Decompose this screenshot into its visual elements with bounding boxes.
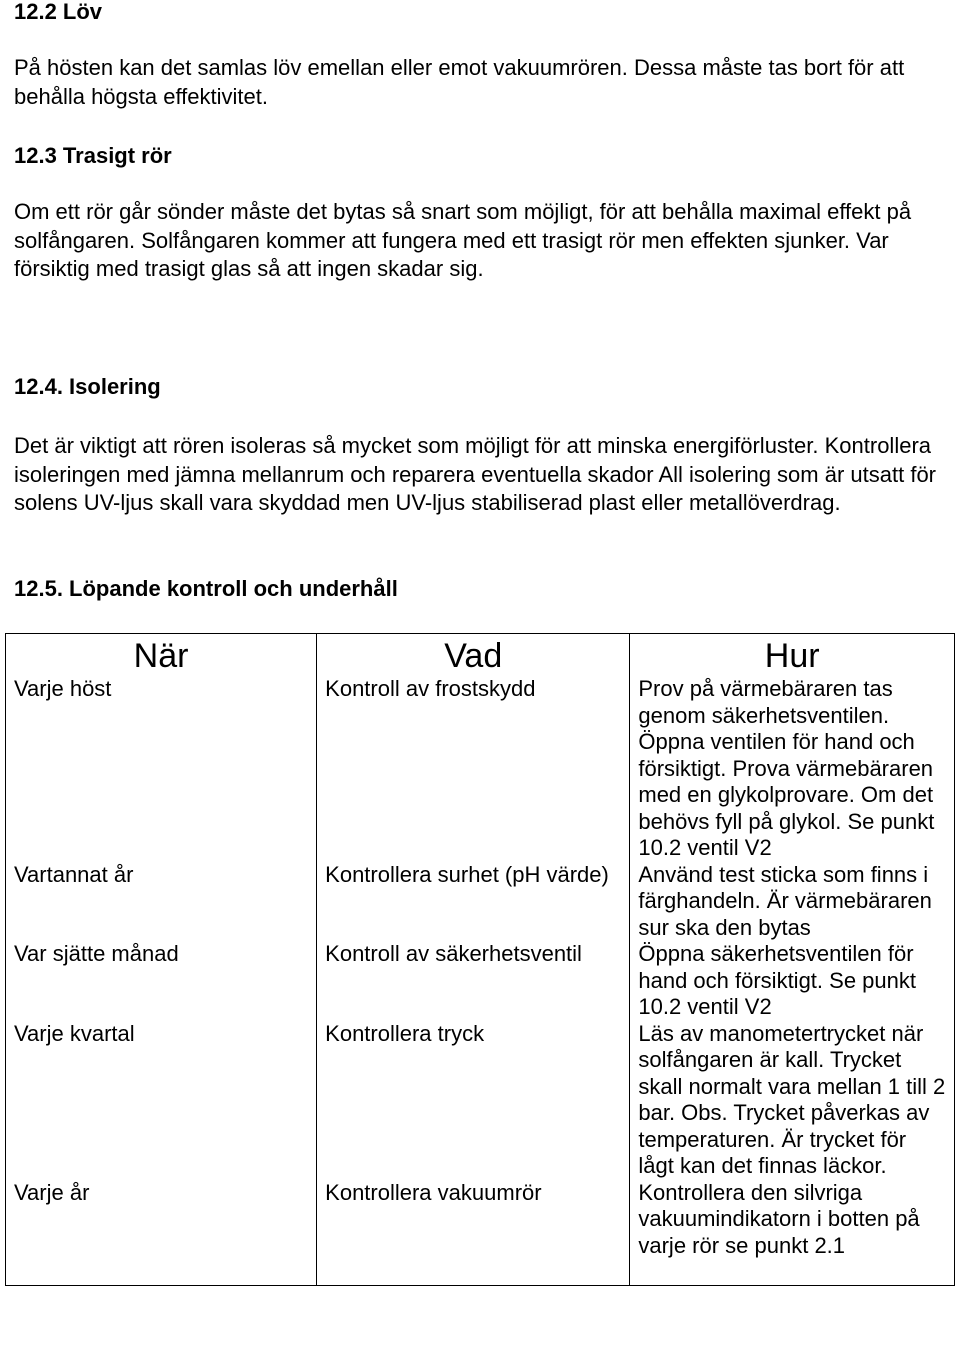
section-12-4-paragraph: Det är viktigt att rören isoleras så mycket som möjligt för att minska energiförluster. Kontrollera isoleringen med jämna mellanrum och reparera eventuella skador All isolering som är utsatt för solens UV-ljus skall vara skyddad men UV-ljus stabiliserad plast eller metallöverdrag. (14, 433, 937, 515)
table-row (6, 941, 955, 1021)
table-row (6, 862, 955, 942)
section-12-3-paragraph: Om ett rör går sönder måste det bytas så snart som möjligt, för att behålla maximal effekt på solfångaren. Solfångaren kommer att fungera med ett trasigt rör men effekten sjunker. Var försiktig med trasigt glas så att ingen skadar sig. (14, 199, 912, 281)
cell-hur: Öppna säkerhetsventilen för hand och försiktigt. Se punkt 10.2 ventil V2 (630, 941, 955, 1021)
section-12-2-heading: 12.2 Löv (14, 0, 103, 24)
table-header-row (6, 634, 955, 677)
section-12-3-heading: 12.3 Trasigt rör (14, 143, 172, 168)
column-header-vad: Vad (317, 634, 630, 677)
cell-nar: Varje höst (6, 676, 317, 862)
cell-nar: Vartannat år (6, 862, 317, 942)
column-header-nar: När (6, 634, 317, 677)
section-12-5-heading: 12.5. Löpande kontroll och underhåll (14, 576, 398, 601)
cell-hur: Kontrollera den silvriga vakuumindikatorn i botten på varje rör se punkt 2.1 (630, 1180, 955, 1260)
maintenance-table (5, 633, 955, 1286)
table-row (6, 1180, 955, 1260)
cell-hur: Använd test sticka som finns i färghandeln. Är värmebäraren sur ska den bytas (630, 862, 955, 942)
table-spacer-row (6, 1259, 955, 1286)
table-row (6, 676, 955, 862)
cell-nar: Var sjätte månad (6, 941, 317, 1021)
cell-hur: Läs av manometertrycket när solfångaren är kall. Trycket skall normalt vara mellan 1 till 2 bar. Obs. Trycket påverkas av temperaturen. Är trycket för lågt kan det finnas läckor. (630, 1021, 955, 1180)
cell-hur: Prov på värmebäraren tas genom säkerhetsventilen. Öppna ventilen för hand och försiktigt. Prova värmebäraren med en glykolprovare. Om det behövs fyll på glykol. Se punkt 10.2 ventil V2 (630, 676, 955, 862)
cell-vad: Kontrollera surhet (pH värde) (317, 862, 630, 942)
cell-vad: Kontroll av säkerhetsventil (317, 941, 630, 1021)
section-12-4-heading: 12.4. Isolering (14, 374, 161, 399)
cell-vad: Kontroll av frostskydd (317, 676, 630, 862)
table-row (6, 1021, 955, 1180)
cell-vad: Kontrollera tryck (317, 1021, 630, 1180)
column-header-hur: Hur (630, 634, 955, 677)
section-12-2-paragraph: På hösten kan det samlas löv emellan eller emot vakuumrören. Dessa måste tas bort för att behålla högsta effektivitet. (14, 55, 905, 109)
cell-nar: Varje kvartal (6, 1021, 317, 1180)
cell-nar: Varje år (6, 1180, 317, 1260)
cell-vad: Kontrollera vakuumrör (317, 1180, 630, 1260)
